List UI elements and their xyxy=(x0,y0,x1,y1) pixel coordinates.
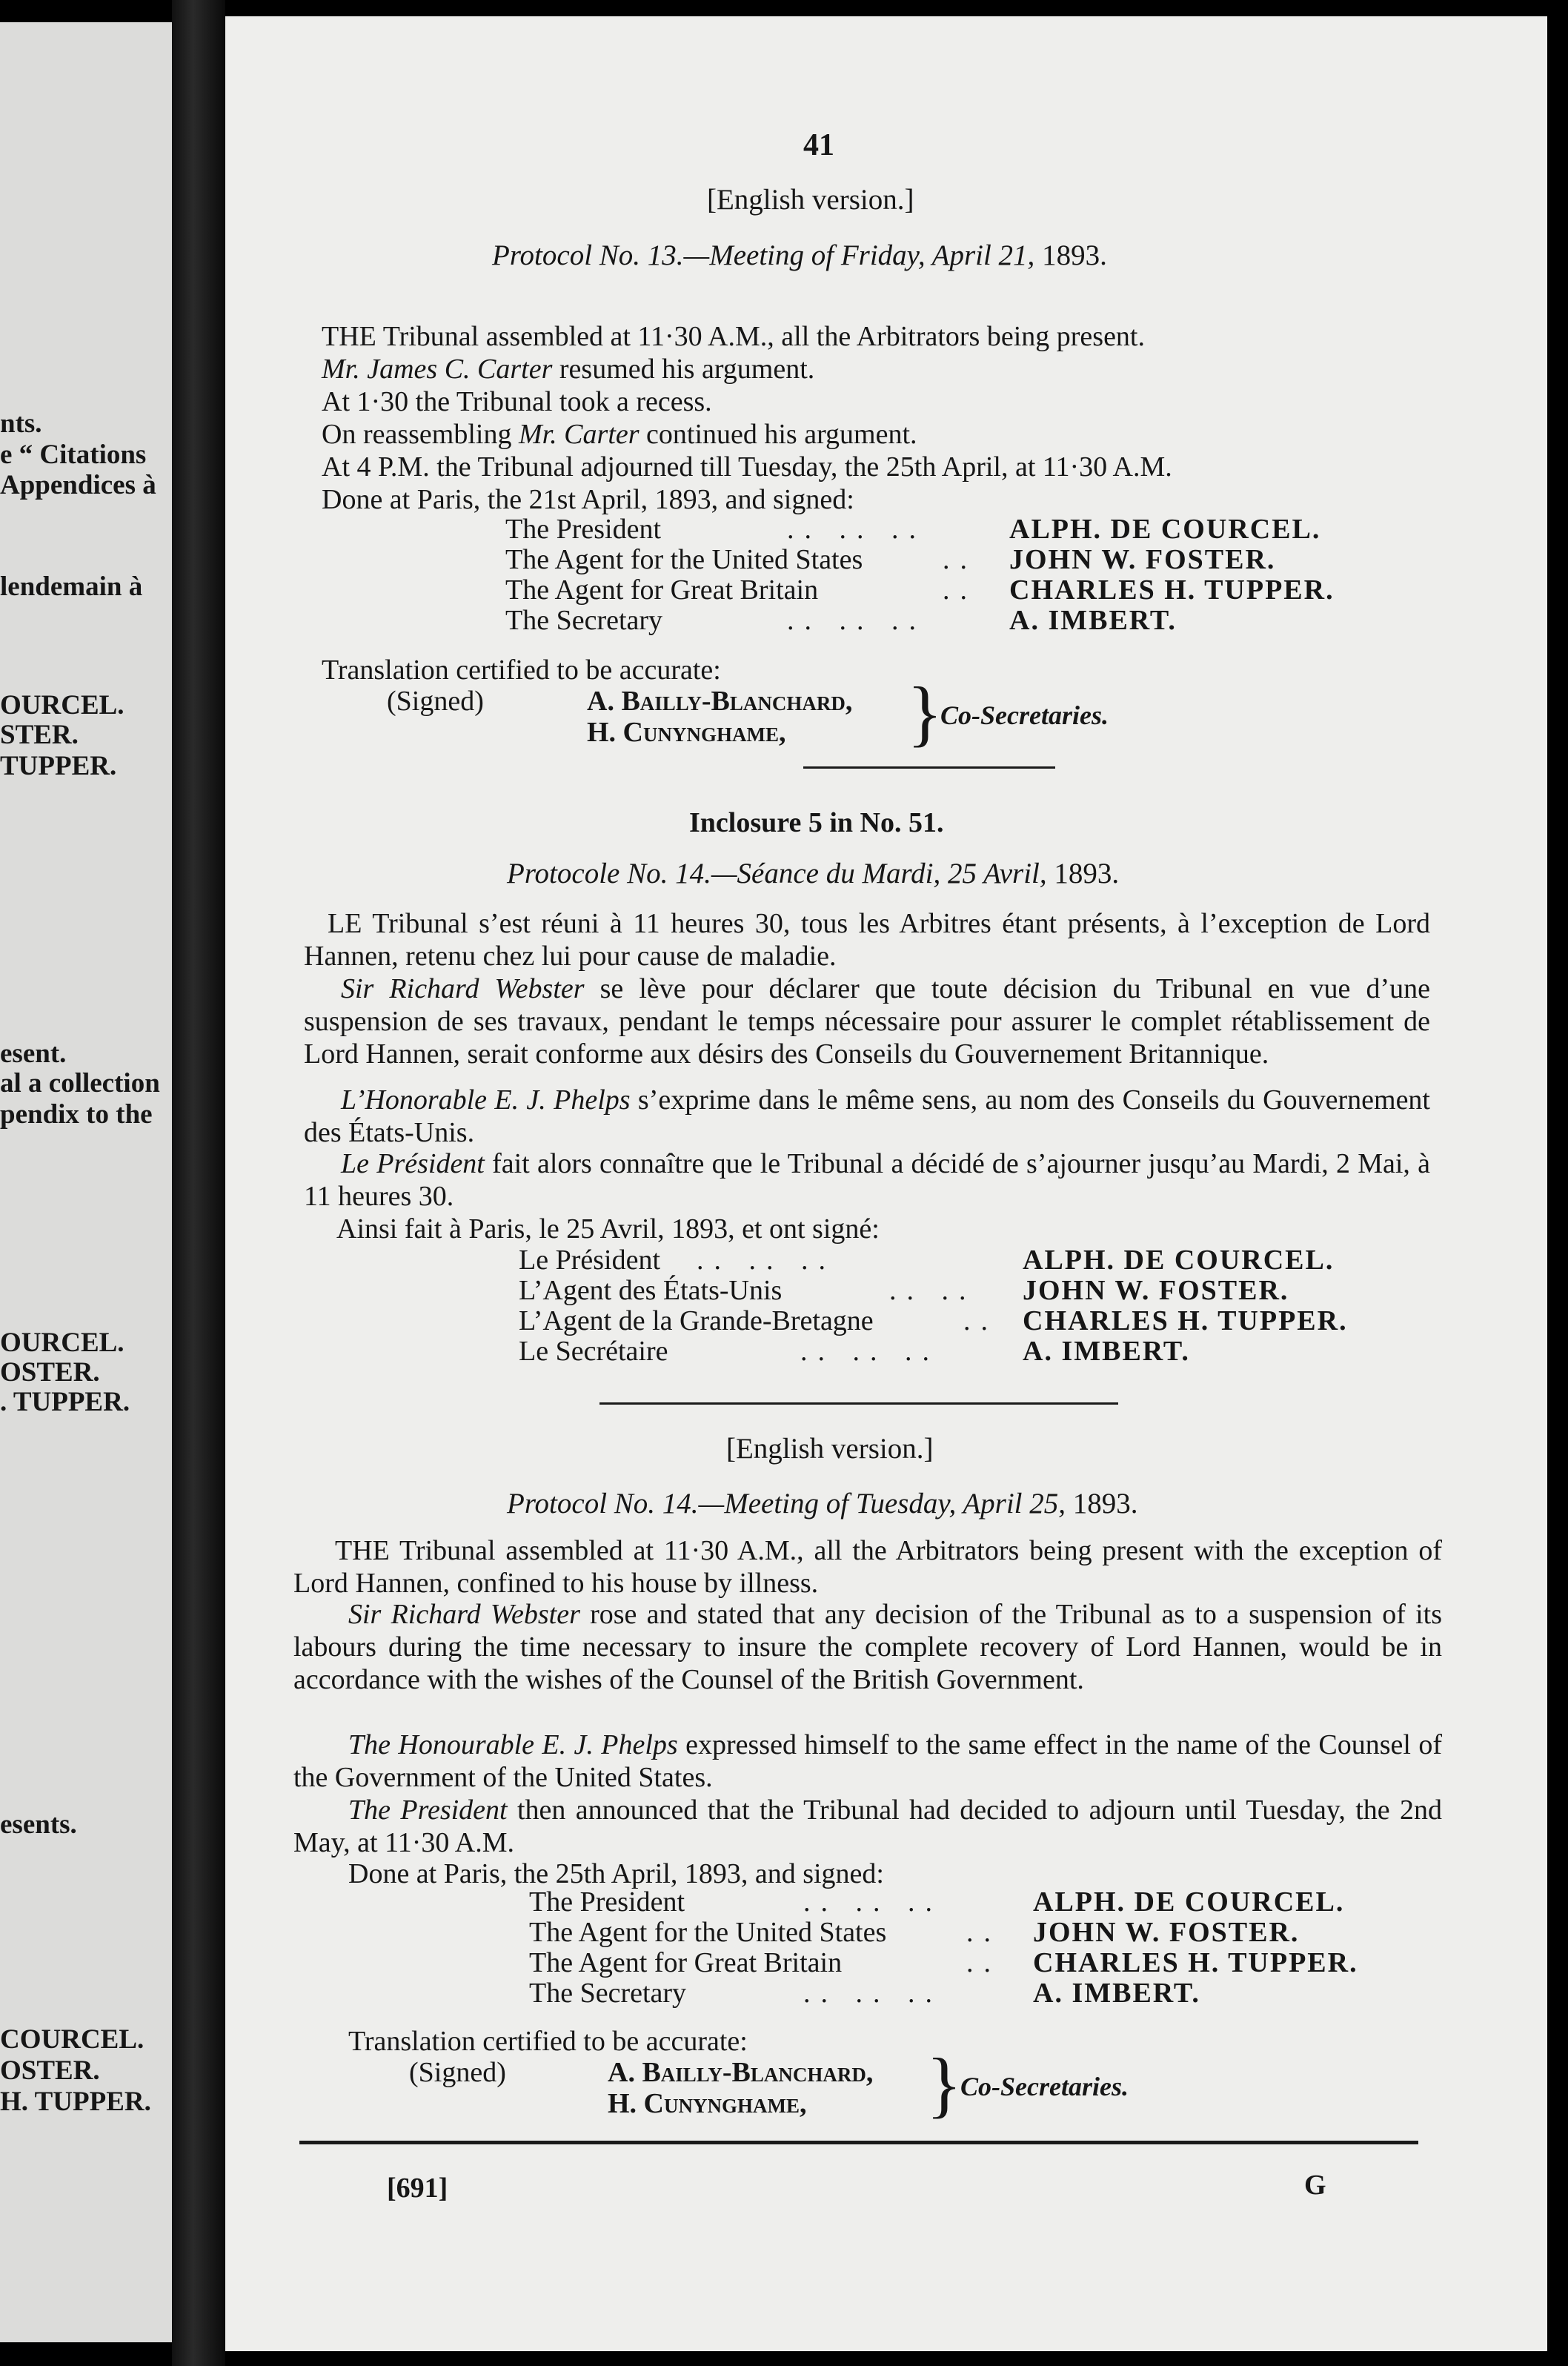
facing-text: OSTER. xyxy=(0,2055,100,2086)
paragraph: THE Tribunal assembled at 11·30 A.M., all the Arbitrators being present with the exception of Lord Hannen, confined to his house by illness. xyxy=(293,1535,1442,1599)
signature-row xyxy=(519,1245,1482,1276)
facing-page-fragment xyxy=(0,22,172,2342)
paragraph-text: rose and stated that any decision of the Tribunal as to a suspension of its labours during the time necessary to insure the complete recovery of Lord Hannen, would be in accordance with the wishes of the Counsel of the British Government. xyxy=(293,1599,1442,1695)
facing-text: al a collection xyxy=(0,1068,160,1098)
signatory-name: CHARLES H. TUPPER. xyxy=(1023,1305,1348,1336)
signature-row xyxy=(529,1978,1492,2009)
facing-text: nts. xyxy=(0,408,42,439)
leader-dots: .. .. .. xyxy=(787,605,926,636)
paragraph xyxy=(322,320,1145,353)
version-heading: [English version.] xyxy=(707,184,914,216)
section-divider xyxy=(803,766,1055,769)
facing-text: . TUPPER. xyxy=(0,1387,130,1417)
facing-text: esents. xyxy=(0,1809,77,1840)
facing-text: lendemain à xyxy=(0,571,143,602)
protocol-title-year: 1893. xyxy=(1042,239,1107,271)
leader-dots: .. .. xyxy=(889,1275,977,1306)
speaker-name: Mr. James C. Carter xyxy=(322,354,553,385)
signature-row xyxy=(505,514,1469,545)
signatory-name: JOHN W. FOSTER. xyxy=(1023,1275,1289,1306)
signatory-role: The President xyxy=(505,514,662,545)
paragraph xyxy=(304,1084,1430,1149)
paragraph: LE Tribunal s’est réuni à 11 heures 30, tous les Arbitres étant présents, à l’exception de Lord Hannen, retenu chez lui pour cause de maladie. xyxy=(304,908,1430,972)
protocol-title-text: Protocole No. 14.—Séance du Mardi, 25 Avril, xyxy=(507,858,1047,889)
signature-block xyxy=(505,514,1469,636)
signatory-name: CHARLES H. TUPPER. xyxy=(1033,1947,1358,1978)
paragraph xyxy=(293,1729,1442,1794)
signatory-name: ALPH. DE COURCEL. xyxy=(1023,1245,1335,1276)
signatory-role: L’Agent des États-Unis xyxy=(519,1275,783,1306)
done-line: Ainsi fait à Paris, le 25 Avril, 1893, et ont signé: xyxy=(336,1213,880,1245)
facing-text: TUPPER. xyxy=(0,751,117,781)
signatory-role: The Agent for the United States xyxy=(505,544,863,575)
signed-label: (Signed) xyxy=(387,686,484,717)
signature-row xyxy=(529,1887,1492,1918)
footer-print-number: [691] xyxy=(387,2173,448,2204)
signatory-role: The President xyxy=(529,1886,685,1918)
speaker-name: Le Président xyxy=(341,1148,485,1179)
signatory-role: The Agent for Great Britain xyxy=(529,1947,843,1978)
drop-word: THE xyxy=(322,321,376,352)
signed-label: (Signed) xyxy=(409,2057,506,2088)
leader-dots: .. .. .. xyxy=(787,514,926,545)
signatory-role: The Agent for the United States xyxy=(529,1917,887,1948)
speaker-name: L’Honorable E. J. Phelps xyxy=(341,1084,631,1116)
protocol-title xyxy=(492,239,1107,272)
facing-text: COURCEL. xyxy=(0,2024,144,2055)
signatory-name: JOHN W. FOSTER. xyxy=(1009,544,1276,575)
signatory-name: A. IMBERT. xyxy=(1033,1978,1200,2009)
co-secretary-name: A. Bailly-Blanchard, xyxy=(587,686,853,717)
signature-block xyxy=(529,1887,1492,2009)
protocol-title xyxy=(507,1487,1138,1520)
leader-dots: .. xyxy=(963,1305,998,1336)
paragraph xyxy=(304,972,1430,1070)
paragraph-text: fait alors connaître que le Tribunal a décidé de s’ajourner jusqu’au Mardi, 2 Mai, à 11 heures 30. xyxy=(304,1148,1430,1212)
facing-text: Appendices à xyxy=(0,470,156,500)
leader-dots: .. xyxy=(966,1917,1001,1948)
facing-text: OURCEL. xyxy=(0,1328,124,1358)
leader-dots: .. xyxy=(943,544,977,575)
paragraph-text: expressed himself to the same effect in the name of the Counsel of the Government of the United States. xyxy=(293,1729,1442,1793)
translation-certified: Translation certified to be accurate: xyxy=(348,2026,748,2057)
translation-certified: Translation certified to be accurate: xyxy=(322,655,721,686)
co-secretaries-label: Co-Secretaries. xyxy=(960,2072,1129,2101)
protocol-title-text: Protocol No. 14.—Meeting of Tuesday, April 25, xyxy=(507,1488,1066,1520)
paragraph: At 1·30 the Tribunal took a recess. xyxy=(322,386,712,417)
leader-dots: .. .. .. xyxy=(800,1336,940,1367)
paragraph: At 4 P.M. the Tribunal adjourned till Tuesday, the 25th April, at 11·30 A.M. xyxy=(322,451,1172,483)
paragraph-text: resumed his argument. xyxy=(552,354,815,385)
version-heading: [English version.] xyxy=(726,1433,934,1465)
book-spine xyxy=(172,0,225,2366)
paragraph-text: then announced that the Tribunal had decided to adjourn until Tuesday, the 2nd May, at 11·30 A.M. xyxy=(293,1795,1443,1858)
signature-row xyxy=(529,1948,1492,1978)
section-divider xyxy=(599,1402,1118,1405)
co-secretary-name: H. Cunynghame, xyxy=(608,2088,807,2119)
protocol-title-year: 1893. xyxy=(1072,1488,1138,1520)
signatory-name: ALPH. DE COURCEL. xyxy=(1009,514,1321,545)
signatory-role: L’Agent de la Grande-Bretagne xyxy=(519,1305,874,1336)
signatory-role: Le Président xyxy=(519,1245,661,1276)
signatory-name: A. IMBERT. xyxy=(1023,1336,1190,1367)
signature-row xyxy=(505,606,1469,636)
facing-text: e “ Citations xyxy=(0,440,147,470)
signature-row xyxy=(529,1918,1492,1948)
leader-dots: .. xyxy=(943,574,977,606)
co-secretary-name: H. Cunynghame, xyxy=(587,717,786,748)
speaker-name: The Honourable E. J. Phelps xyxy=(348,1729,678,1760)
leader-dots: .. .. .. xyxy=(803,1978,943,2009)
signature-row xyxy=(505,545,1469,575)
page-number: 41 xyxy=(803,128,834,162)
brace: } xyxy=(907,672,943,754)
signature-row xyxy=(519,1306,1482,1336)
done-line: Done at Paris, the 25th April, 1893, and signed: xyxy=(348,1858,884,1889)
signatory-name: JOHN W. FOSTER. xyxy=(1033,1917,1300,1948)
signature-row xyxy=(519,1276,1482,1306)
paragraph xyxy=(322,353,814,385)
facing-text: STER. xyxy=(0,720,79,750)
speaker-name: Sir Richard Webster xyxy=(348,1599,580,1630)
leader-dots: .. .. .. xyxy=(803,1886,943,1918)
signature-row xyxy=(505,575,1469,606)
protocol-title-year: 1893. xyxy=(1054,858,1120,889)
paragraph-text: s’exprime dans le même sens, au nom des Conseils du Gouvernement des États-Unis. xyxy=(304,1084,1430,1148)
signatory-role: The Secretary xyxy=(529,1978,687,2009)
protocol-title xyxy=(507,857,1119,890)
paragraph xyxy=(304,1147,1430,1213)
paragraph xyxy=(322,418,917,451)
document-page xyxy=(225,16,1547,2351)
inclosure-heading: Inclosure 5 in No. 51. xyxy=(689,807,944,838)
paragraph-text: continued his argument. xyxy=(639,419,917,450)
paragraph-text: se lève pour déclarer que toute décision du Tribunal en vue d’une suspension de ses travaux, pendant le temps nécessaire pour assurer le complet rétablissement de Lord Hannen, serait conforme aux désirs des Conseils du Gouvernement Britannique. xyxy=(304,973,1430,1070)
speaker-name: Sir Richard Webster xyxy=(341,973,585,1004)
protocol-title-text: Protocol No. 13.—Meeting of Friday, April 21, xyxy=(492,239,1035,271)
footer-rule xyxy=(299,2141,1418,2144)
signatory-role: The Secretary xyxy=(505,605,663,636)
signatory-name: A. IMBERT. xyxy=(1009,605,1177,636)
speaker-name: Mr. Carter xyxy=(518,419,640,450)
facing-text: H. TUPPER. xyxy=(0,2087,151,2117)
paragraph-text: Tribunal assembled at 11·30 A.M., all the Arbitrators being present. xyxy=(376,321,1145,352)
co-secretary-name: A. Bailly-Blanchard, xyxy=(608,2057,874,2088)
signatory-name: ALPH. DE COURCEL. xyxy=(1033,1886,1345,1918)
speaker-name: The President xyxy=(348,1795,508,1826)
facing-text: pendix to the xyxy=(0,1099,153,1130)
signature-block xyxy=(519,1245,1482,1367)
brace: } xyxy=(926,2043,962,2125)
leader-dots: .. xyxy=(966,1947,1001,1978)
paragraph xyxy=(293,1598,1442,1696)
paragraph-text: On reassembling xyxy=(322,419,519,450)
signatory-name: CHARLES H. TUPPER. xyxy=(1009,574,1335,606)
facing-text: OSTER. xyxy=(0,1357,100,1388)
signatory-role: The Agent for Great Britain xyxy=(505,574,819,606)
facing-text: OURCEL. xyxy=(0,690,124,720)
facing-text: esent. xyxy=(0,1038,67,1069)
co-secretaries-label: Co-Secretaries. xyxy=(940,700,1109,730)
signature-row xyxy=(519,1336,1482,1367)
paragraph xyxy=(293,1794,1442,1859)
footer-signature-mark: G xyxy=(1304,2170,1326,2201)
leader-dots: .. .. .. xyxy=(697,1245,836,1276)
signatory-role: Le Secrétaire xyxy=(519,1336,668,1367)
done-line: Done at Paris, the 21st April, 1893, and signed: xyxy=(322,484,854,515)
